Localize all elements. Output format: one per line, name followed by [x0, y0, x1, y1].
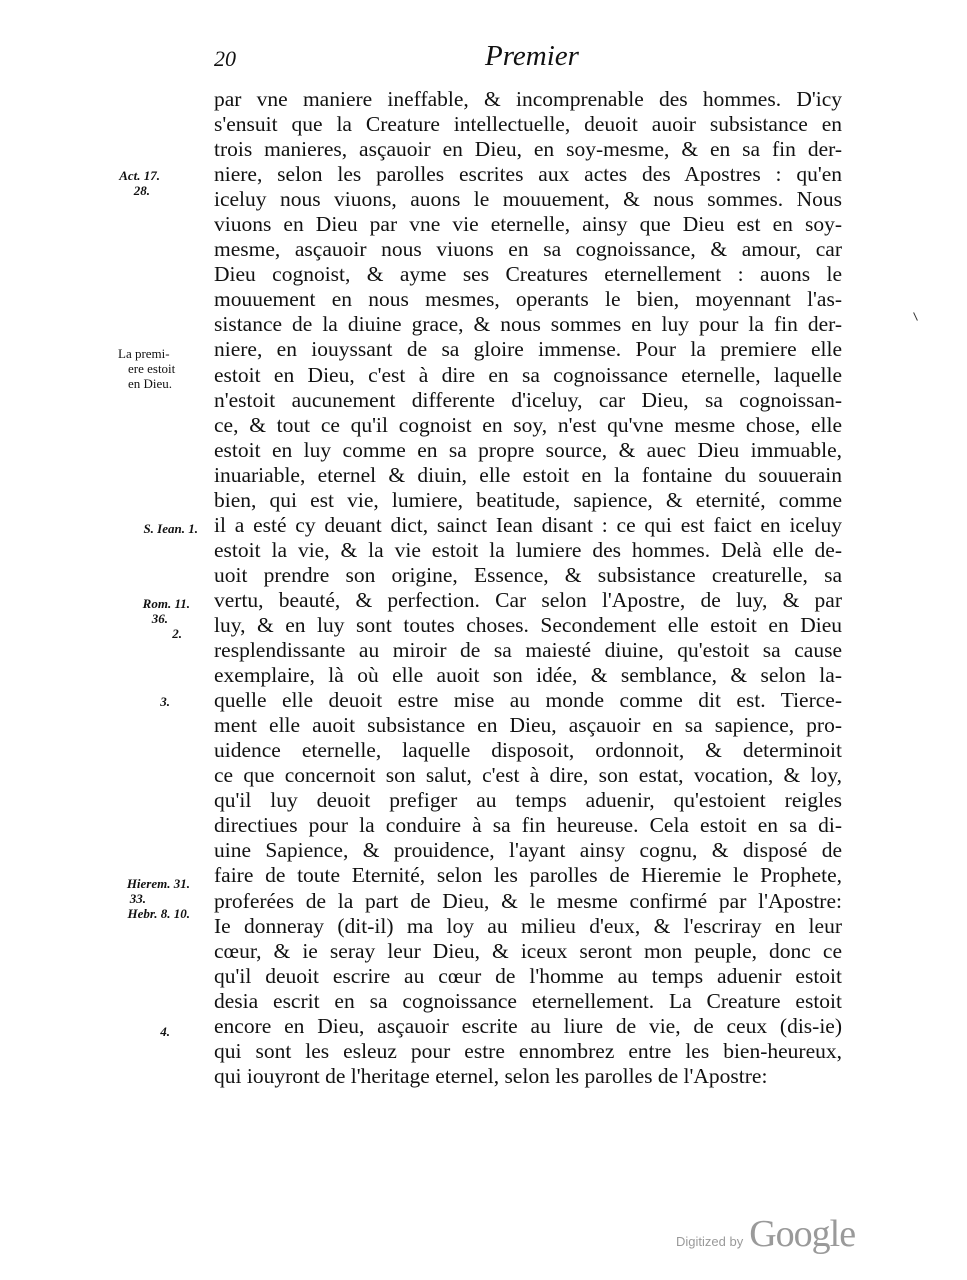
margin-note-line: en Dieu.	[128, 376, 173, 391]
margin-note-rom	[110, 596, 190, 641]
margin-note-line: S. Iean. 1.	[143, 521, 198, 536]
margin-note-line: Hebr. 8. 10.	[127, 906, 190, 921]
text-line: qui iouyront de l'heritage eternel, selon les parolles de l'Apostre:	[214, 1063, 768, 1088]
running-title: Premier	[485, 40, 579, 72]
text-line: ment elle auoit subsistance en Dieu, asçauoir en sa sapience, pro-	[214, 713, 842, 738]
margin-note-hierem	[110, 876, 190, 921]
text-line: directiues pour la conduire à sa fin heureuse. Cela estoit en sa di-	[214, 813, 842, 838]
margin-note-line: 2.	[172, 626, 182, 641]
ink-mark	[913, 312, 918, 321]
text-line: mouuement en nous mesmes, operants le bien, moyennant l'as-	[214, 287, 842, 312]
text-line: faire de toute Eternité, selon les parolles de Hieremie le Prophete,	[214, 863, 842, 888]
margin-note-line: 36.	[151, 611, 168, 626]
text-line: il a esté cy deuant dict, sainct Iean disant : ce qui est faict en iceluy	[214, 512, 842, 537]
text-line: qu'il luy deuoit prefiger au temps aduenir, qu'estoient reigles	[214, 788, 842, 813]
margin-note-act	[80, 168, 160, 198]
digitized-by-label: Digitized by	[676, 1234, 744, 1249]
margin-note-premiere	[118, 346, 208, 391]
text-line: proferées de la part de Dieu, & le mesme confirmé par l'Apostre:	[214, 888, 842, 913]
margin-note-line: 3.	[160, 694, 170, 709]
text-line: s'ensuit que la Creature intellectuelle, deuoit auoir subsistance en	[214, 112, 842, 137]
margin-note-four	[90, 1024, 170, 1039]
margin-note-three	[90, 694, 170, 709]
text-line: luy, & en luy sont toutes choses. Secondement elle estoit en Dieu	[214, 612, 842, 637]
text-line: uidence eternelle, laquelle disposoit, ordonnoit, & determinoit	[214, 738, 842, 763]
margin-note-iean	[118, 521, 198, 536]
margin-note-line: 28.	[133, 183, 150, 198]
text-line: viuons en Dieu par vne vie eternelle, ainsy que Dieu est en soy-	[214, 212, 842, 237]
text-line: desia escrit en sa cognoissance eternellement. La Creature estoit	[214, 988, 842, 1013]
text-line: cœur, & ie seray leur Dieu, & iceux seront mon peuple, donc ce	[214, 938, 842, 963]
text-line: ce que concernoit son salut, c'est à dire, son estat, vocation, & loy,	[214, 763, 842, 788]
text-line: mesme, asçauoir nous viuons en sa cognoissance, & amour, car	[214, 237, 842, 262]
text-line: qui sont les esleuz pour estre ennombrez entre les bien-heureux,	[214, 1038, 842, 1063]
margin-note-line: La premi-	[118, 346, 170, 361]
text-line: quelle elle deuoit estre mise au monde comme dit est. Tierce-	[214, 688, 842, 713]
text-line: trois manieres, asçauoir en Dieu, en soy-mesme, & en sa fin der-	[214, 137, 842, 162]
text-line: exemplaire, là où elle auoit son idée, & semblance, & selon la-	[214, 663, 842, 688]
text-line: Ie donneray (dit-il) ma loy au milieu d'eux, & l'escriray en leur	[214, 913, 842, 938]
text-line: iceluy nous viuons, auons le mouuement, & nous sommes. Nous	[214, 187, 842, 212]
text-line: vertu, beauté, & perfection. Car selon l'Apostre, de luy, & par	[214, 587, 842, 612]
margin-note-line: Hierem. 31.	[126, 876, 190, 891]
text-line: uine Sapience, & prouidence, l'ayant ainsy cognu, & disposé de	[214, 838, 842, 863]
text-line: resplendissante au miroir de sa maiesté diuine, qu'estoit sa cause	[214, 638, 842, 663]
text-line: niere, selon les parolles escrites aux actes des Apostres : qu'en	[214, 162, 842, 187]
text-line: Dieu cognoist, & ayme ses Creatures eternellement : auons le	[214, 262, 842, 287]
text-line: uoit prendre son origine, Essence, & subsistance creaturelle, sa	[214, 562, 842, 587]
text-line: n'estoit aucunement differente d'iceluy, car Dieu, sa cognoissan-	[214, 387, 842, 412]
text-line: qu'il deuoit escrire au cœur de l'homme au temps aduenir estoit	[214, 963, 842, 988]
text-line: estoit en luy comme en sa propre source, & auec Dieu immuable,	[214, 437, 842, 462]
margin-note-line: Act. 17.	[119, 168, 160, 183]
text-line: encore en Dieu, asçauoir escrite au liure de vie, de ceux (dis-ie)	[214, 1013, 842, 1038]
google-logo: Google	[749, 1213, 856, 1255]
digitized-watermark	[676, 1212, 855, 1256]
margin-note-line: 4.	[160, 1024, 170, 1039]
body-text	[214, 87, 842, 1089]
text-line: ce, & tout ce qu'il cognoist en soy, n'est qu'vne mesme chose, elle	[214, 412, 842, 437]
text-line: estoit la vie, & la vie estoit la lumiere des hommes. Delà elle de-	[214, 537, 842, 562]
text-line: estoit en Dieu, c'est à dire en sa cognoissance eternelle, laquelle	[214, 362, 842, 387]
margin-note-line: Rom. 11.	[142, 596, 190, 611]
margin-note-line: 33.	[129, 891, 146, 906]
margin-note-line: ere estoit	[128, 361, 176, 376]
text-line: bien, qui est vie, lumiere, beatitude, sapience, & eternité, comme	[214, 487, 842, 512]
text-line: niere, en iouyssant de sa gloire immense. Pour la premiere elle	[214, 337, 842, 362]
text-line: sistance de la diuine grace, & nous sommes en luy pour la fin der-	[214, 312, 842, 337]
text-line: inuariable, eternel & diuin, elle estoit en la fontaine du souuerain	[214, 462, 842, 487]
page-number: 20	[214, 46, 236, 71]
text-line: par vne maniere ineffable, & incomprenable des hommes. D'icy	[214, 87, 842, 111]
